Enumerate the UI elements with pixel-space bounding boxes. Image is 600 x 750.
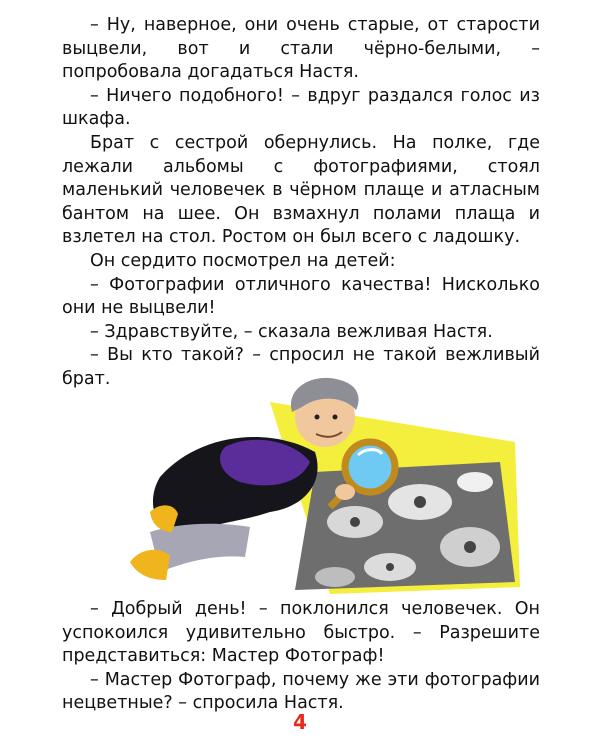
paragraph: – Добрый день! – поклонился человечек. Он успокоился удивительно быстро. – Разрешите представиться: Мастер Фотограф! [62,599,540,667]
text-block-top [62,14,540,392]
paragraph: – Ничего подобного! – вдруг раздался голос из шкафа. [62,85,540,130]
paragraph: – Фотографии отличного качества! Нисколько они не выцвели! [62,274,540,319]
paragraph: Он сердито посмотрел на детей: [90,250,396,271]
paragraph: – Ну, наверное, они очень старые, от старости выцвели, вот и стали чёрно-белыми, – попробовала догадаться Настя. [62,15,540,83]
yellow-shoe [130,550,170,580]
paragraph: – Здравствуйте, – сказала вежливая Настя. [90,321,493,342]
paragraph: – Мастер Фотограф, почему же эти фотографии нецветные? – спросила Настя. [62,669,540,714]
paragraph: Брат с сестрой обернулись. На полке, где лежали альбомы с фотографиями, стоял маленький человечек в чёрном плаще и атласным бантом на шее. Он взмахнул полами плаща и взлетел на стол. Ростом он был всего с ладошку. [62,132,540,248]
paragraph: – Вы кто такой? – спросил не такой вежливый брат. [62,345,540,389]
page-number: 4 [293,710,307,734]
photographer-illustration [120,372,530,594]
text-block-bottom [62,598,540,716]
